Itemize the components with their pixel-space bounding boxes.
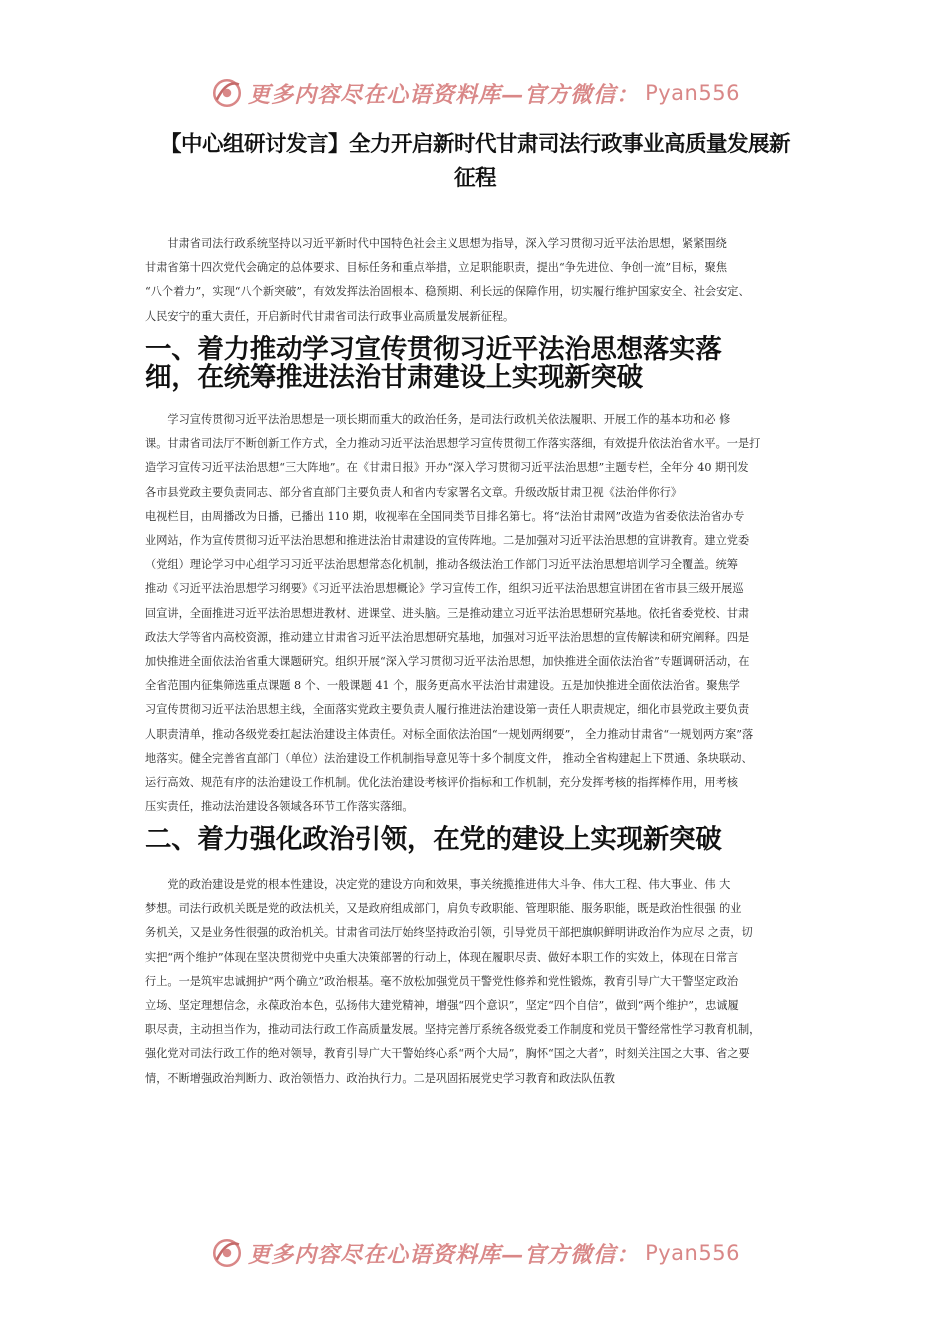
banner-wechat-id: Pyan556	[645, 1241, 740, 1265]
brand-logo-icon	[210, 76, 244, 110]
section-heading-2: 二、着力强化政治引领，在党的建设上实现新突破	[145, 824, 722, 855]
banner-text: 更多内容尽在心语资料库—官方微信：	[248, 81, 640, 108]
intro-paragraph	[145, 232, 825, 329]
text-line: 实把“两个维护”体现在坚决贯彻党中央重大决策部署的行动上，体现在履职尽责、做好本职工作的实效上，体现在日常言	[145, 950, 739, 964]
text-line: 强化党对司法行政工作的绝对领导，教育引导广大干警始终心系“两个大局”，胸怀“国之大者”，时刻关注国之大事、省之要	[145, 1047, 750, 1061]
footer-watermark-banner	[0, 1233, 950, 1273]
document-title	[140, 128, 810, 196]
text-line: 造学习宣传习近平法治思想“三大阵地”。在《甘肃日报》开办“深入学习贯彻习近平法治思想”主题专栏，全年分 40 期刊发	[145, 461, 749, 475]
heading-line: 一、着力推动学习宣传贯彻习近平法治思想落实落	[145, 334, 722, 365]
text-line: 全省范围内征集筛选重点课题 8 个、一般课题 41 个，服务更高水平法治甘肃建设。五是加快推进全面依法治省。聚焦学	[145, 679, 740, 693]
text-line: 习宣传贯彻习近平法治思想主线，全面落实党政主要负责人履行推进法治建设第一责任人职责规定，细化市县党政主要负责	[145, 703, 750, 717]
text-line: 务机关，又是业务性很强的政治机关。甘肃省司法厅始终坚持政治引领，引导党员干部把旗帜鲜明讲政治作为应尽 之责，切	[145, 926, 753, 940]
text-line: 立场、坚定理想信念，永葆政治本色，弘扬伟大建党精神，增强“四个意识”，坚定“四个自信”，做到“两个维护”，忠诚履	[145, 999, 739, 1013]
text-line: 加快推进全面依法治省重大课题研究。组织开展“深入学习贯彻习近平法治思想，加快推进全面依法治省”专题调研活动，在	[145, 655, 750, 669]
brand-logo-icon	[210, 1236, 244, 1270]
text-line: 党的政治建设是党的根本性建设，决定党的建设方向和效果，事关统揽推进伟大斗争、伟大工程、伟大事业、伟 大	[145, 878, 731, 891]
text-line: 甘肃省司法行政系统坚持以习近平新时代中国特色社会主义思想为指导，深入学习贯彻习近平法治思想，紧紧围绕	[145, 237, 727, 250]
text-line: 回宣讲，全面推进习近平法治思想进教材、进课堂、进头脑。三是推动建立习近平法治思想研究基地。依托省委党校、甘肃	[145, 606, 750, 620]
text-line: 各市县党政主要负责同志、部分省直部门主要负责人和省内专家署名文章。升级改版甘肃卫视《法治伴你行》	[145, 485, 683, 499]
title-line: 【中心组研讨发言】全力开启新时代甘肃司法行政事业高质量发展新	[159, 132, 790, 157]
text-line: 政法大学等省内高校资源，推动建立甘肃省习近平法治思想研究基地，加强对习近平法治思想的宣传解读和研究阐释。四是	[145, 630, 750, 644]
text-line: （党组）理论学习中心组学习习近平法治思想常态化机制，推动各级法治工作部门习近平法治思想培训学习全覆盖。统筹	[145, 558, 738, 572]
banner-wechat-id: Pyan556	[645, 81, 740, 105]
text-line: 职尽责，主动担当作为，推动司法行政工作高质量发展。坚持完善厅系统各级党委工作制度和党员干警经常性学习教育机制，	[145, 1023, 761, 1037]
text-line: 业网站，作为宣传贯彻习近平法治思想和推进法治甘肃建设的宣传阵地。二是加强对习近平法治思想的宣讲教育。建立党委	[145, 534, 750, 548]
section-heading-1	[145, 336, 825, 392]
text-line: 情，不断增强政治判断力、政治领悟力、政治执行力。二是巩固拓展党史学习教育和政法队伍教	[145, 1071, 615, 1085]
text-line: 人民安宁的重大责任，开启新时代甘肃省司法行政事业高质量发展新征程。	[145, 309, 515, 323]
text-line: 人职责清单，推动各级党委扛起法治建设主体责任。对标全面依法治国“一规划两纲要”， 全力推动甘肃省“一规划两方案”落	[145, 727, 754, 741]
text-line: 电视栏目，由周播改为日播，已播出 110 期，收视率在全国同类节目排名第七。将“法治甘肃网”改造为省委依法治省办专	[145, 509, 745, 523]
text-line: 甘肃省第十四次党代会确定的总体要求、目标任务和重点举措，立足职能职责，提出“争先进位、争创一流”目标，聚焦	[145, 261, 728, 275]
banner-text: 更多内容尽在心语资料库—官方微信：	[248, 1241, 640, 1268]
title-line: 征程	[453, 166, 496, 191]
header-watermark-banner	[0, 73, 950, 113]
text-line: 推动《习近平法治思想学习纲要》《习近平法治思想概论》学习宣传工作，组织习近平法治思想宣讲团在省市县三级开展巡	[145, 582, 744, 596]
heading-line: 细，在统筹推进法治甘肃建设上实现新突破	[145, 362, 643, 393]
text-line: 课。甘肃省司法厅不断创新工作方式，全力推动习近平法治思想学习宣传贯彻工作落实落细，有效提升依法治省水平。一是打	[145, 437, 761, 451]
section-2-paragraph	[145, 873, 825, 1091]
text-line: 行上。一是筑牢忠诚拥护“两个确立”政治根基。毫不放松加强党员干警党性修养和党性锻炼，教育引导广大干警坚定政治	[145, 974, 739, 988]
text-line: 运行高效、规范有序的法治建设工作机制。优化法治建设考核评价指标和工作机制，充分发挥考核的指挥棒作用，用考核	[145, 776, 738, 790]
text-line: 学习宣传贯彻习近平法治思想是一项长期而重大的政治任务，是司法行政机关依法履职、开展工作的基本功和必 修	[145, 413, 731, 426]
text-line: 压实责任，推动法治建设各领域各环节工作落实落细。	[145, 800, 414, 814]
text-line: 梦想。司法行政机关既是党的政法机关，又是政府组成部门，肩负专政职能、管理职能、服务职能，既是政治性很强 的业	[145, 902, 742, 916]
text-line: “八个着力”，实现“八个新突破”，有效发挥法治固根本、稳预期、利长远的保障作用，切实履行维护国家安全、社会安定、	[145, 285, 750, 299]
text-line: 地落实。健全完善省直部门（单位）法治建设工作机制指导意见等十多个制度文件， 推动全省构建起上下贯通、条块联动、	[145, 751, 753, 765]
section-1-paragraph	[145, 408, 825, 819]
